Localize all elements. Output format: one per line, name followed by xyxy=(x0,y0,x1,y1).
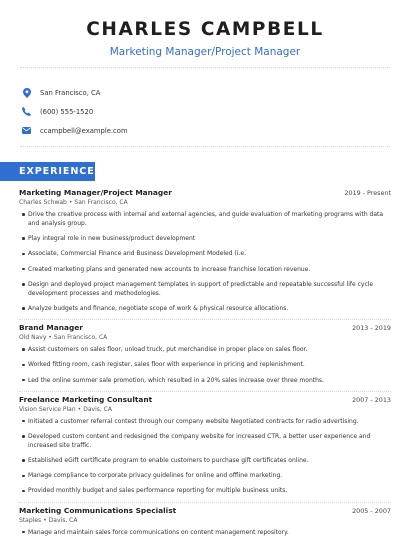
job-company: Vision Service Plan xyxy=(19,405,76,413)
contact-location-text: San Francisco, CA xyxy=(40,88,101,97)
header-divider xyxy=(20,67,390,68)
job-location: San Francisco, CA xyxy=(53,334,108,342)
job-dates: 2013 - 2019 xyxy=(352,324,391,333)
bullet-item: Developed custom content and redesigned the company website for increased CTR, a better user experience and increased site traffic. xyxy=(22,432,391,450)
job-divider xyxy=(19,391,391,392)
location-pin-icon xyxy=(22,88,31,97)
job-title: Marketing Manager/Project Manager xyxy=(19,188,172,197)
job-bullets xyxy=(19,528,391,537)
contact-divider xyxy=(20,146,390,147)
contact-location xyxy=(22,83,128,102)
bullet-item: Created marketing plans and generated new accounts to increase franchise location revenue. xyxy=(22,265,391,274)
job-entry xyxy=(19,395,391,496)
contact-phone-text: (600) 555-1520 xyxy=(40,107,94,116)
job-location: Davis, CA xyxy=(83,405,112,413)
job-company: Old Navy xyxy=(19,334,47,342)
bullet-item: Initiated a customer referral contest through our company website Negotiated contracts for radio advertising. xyxy=(22,417,391,426)
job-divider xyxy=(19,502,391,503)
job-dates: 2019 - Present xyxy=(344,189,391,197)
job-bullets xyxy=(19,345,391,384)
job-bullets xyxy=(19,417,391,496)
job-location: Davis, CA xyxy=(48,516,78,524)
job-divider xyxy=(19,319,391,320)
bullet-item: Established eGift certificate program to enable customers to purchase gift certificates online. xyxy=(22,456,391,465)
candidate-title: Marketing Manager/Project Manager xyxy=(109,46,301,58)
job-entry xyxy=(19,188,391,313)
job-bullets xyxy=(19,210,391,313)
job-dates: 2007 - 2013 xyxy=(352,395,391,404)
phone-icon xyxy=(22,107,31,116)
bullet-item: Led the online summer sale promotion, which resulted in a 20% sales increase over three months. xyxy=(22,376,391,385)
job-entry xyxy=(19,506,391,537)
experience-list xyxy=(19,188,391,543)
bullet-item: Analyze budgets and finance, negotiate scope of work & physical resource allocations. xyxy=(22,304,391,313)
experience-heading: EXPERIENCE xyxy=(19,166,95,177)
bullet-item: Play integral role in new business/product development xyxy=(22,234,391,243)
bullet-item: Manage compliance to corporate privacy guidelines for online and offline marketing. xyxy=(22,471,391,480)
bullet-item: Associate, Commercial Finance and Business Development Modeled (i.e. xyxy=(22,249,391,258)
job-title: Freelance Marketing Consultant xyxy=(19,394,153,404)
contact-list xyxy=(22,83,128,140)
job-title: Brand Manager xyxy=(19,323,83,333)
contact-phone xyxy=(22,102,128,121)
email-icon xyxy=(22,126,31,135)
job-dates: 2005 - 2007 xyxy=(352,506,391,515)
job-company-line: Old Navy • San Francisco, CA xyxy=(19,334,108,342)
bullet-item: Provided monthly budget and sales performance reporting for multiple business units. xyxy=(22,486,391,495)
bullet-item: Design and deployed project management templates in support of predictable and repeatable successful life cycle development processes and methodologies. xyxy=(22,280,391,298)
resume-header xyxy=(0,0,410,59)
contact-email xyxy=(22,121,128,140)
job-entry xyxy=(19,323,391,384)
candidate-name: CHARLES CAMPBELL xyxy=(86,19,324,40)
job-location: San Francisco, CA xyxy=(74,199,128,206)
bullet-item: Manage and maintain sales force communications on content management repository. xyxy=(22,528,391,537)
job-company: Charles Schwab xyxy=(19,199,67,206)
job-company-line: Staples • Davis, CA xyxy=(19,516,78,524)
job-company-line: Charles Schwab • San Francisco, CA xyxy=(19,199,128,206)
job-title: Marketing Communications Specialist xyxy=(19,505,177,515)
bullet-item: Drive the creative process with internal and external agencies, and guide evaluation of marketing programs with data and analysis group. xyxy=(22,210,391,228)
contact-email-text: ccampbell@example.com xyxy=(40,126,128,135)
bullet-item: Assist customers on sales floor, unload truck, put merchandise in proper place on sales floor. xyxy=(22,345,391,354)
bullet-item: Worked fitting room, cash register, sales floor with experience in pricing and replenishment. xyxy=(22,360,391,369)
job-company: Staples xyxy=(19,516,42,524)
job-company-line: Vision Service Plan • Davis, CA xyxy=(19,405,112,413)
